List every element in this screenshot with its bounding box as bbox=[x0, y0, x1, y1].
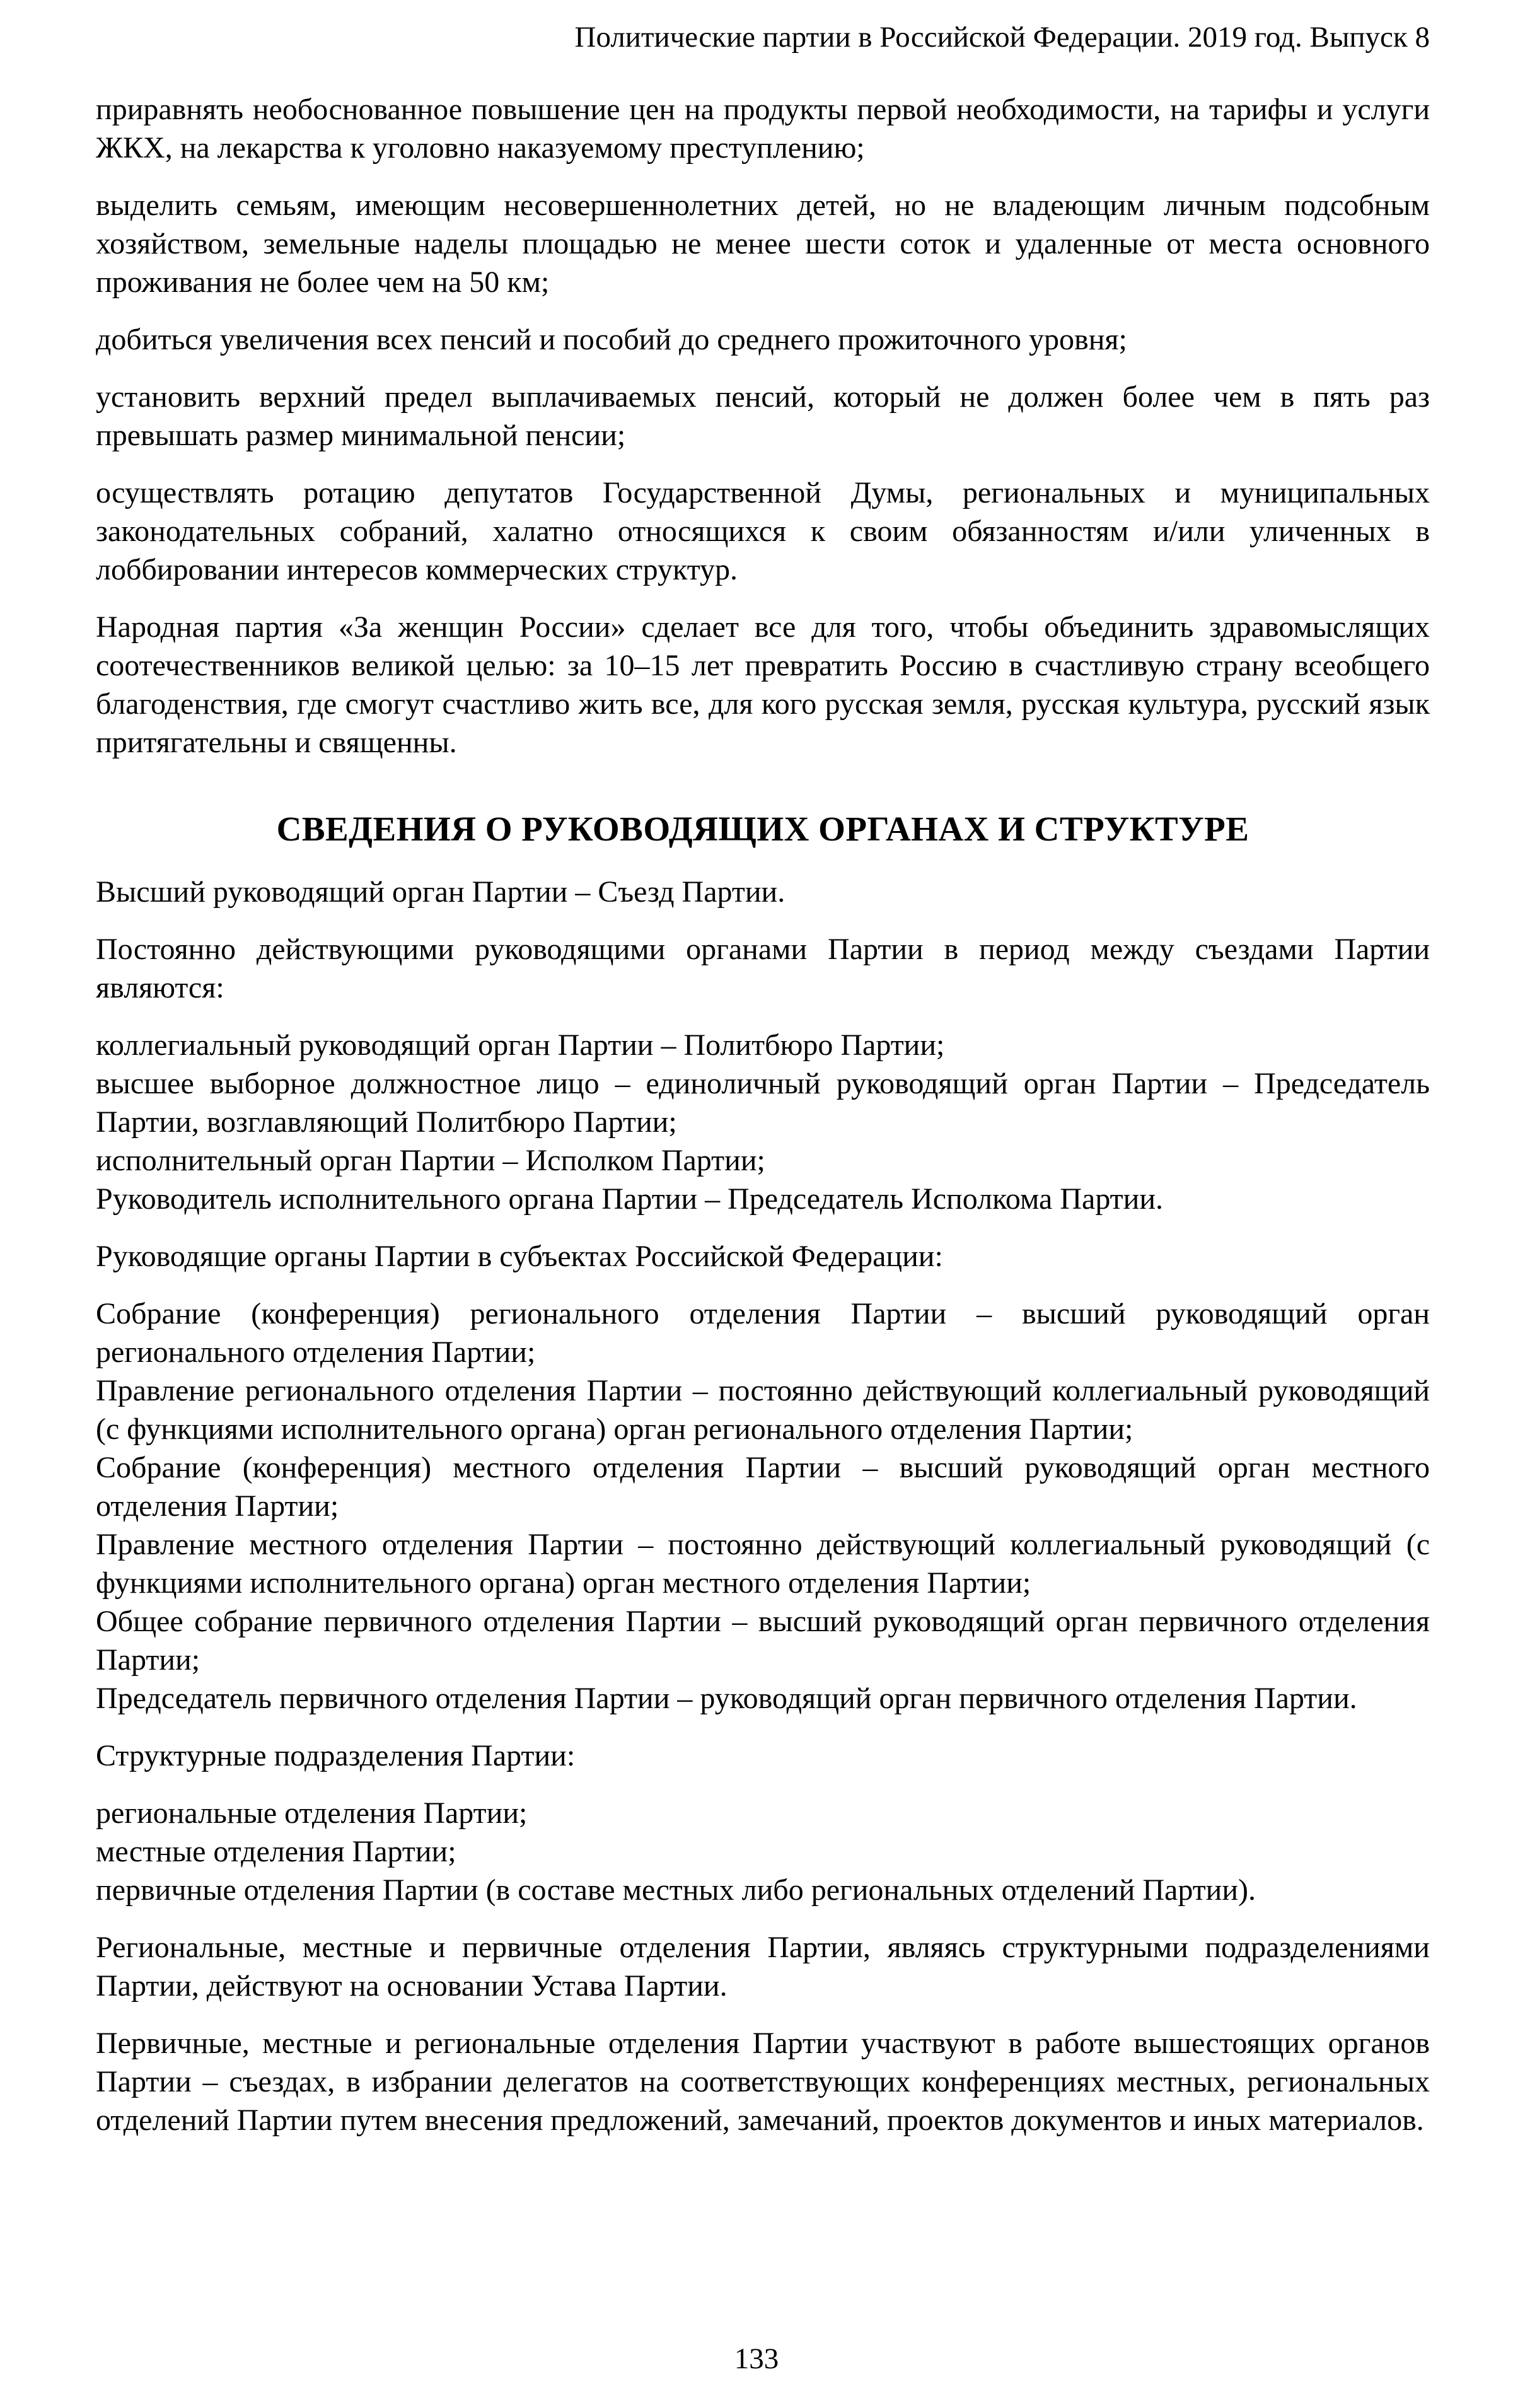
list-block bbox=[96, 1294, 1430, 1718]
paragraph: Высший руководящий орган Партии – Съезд Партии. bbox=[96, 875, 785, 909]
paragraph: осуществлять ротацию депутатов Государственной Думы, региональных и муниципальных законодательных собраний, халатно относящихся к своим обязанностям и/или уличенных в лоббировании интересов коммерческих структур. bbox=[96, 476, 1430, 586]
running-header: Политические партии в Российской Федерации. 2019 год. Выпуск 8 bbox=[574, 21, 1430, 54]
list-line: первичные отделения Партии (в составе местных либо региональных отделений Партии). bbox=[96, 1873, 1256, 1907]
list-line: коллегиальный руководящий орган Партии – Политбюро Партии; bbox=[96, 1028, 945, 1062]
list-block bbox=[96, 1026, 1430, 1218]
paragraph: приравнять необоснованное повышение цен на продукты первой необходимости, на тарифы и услуги ЖКХ, на лекарства к уголовно наказуемому преступлению; bbox=[96, 93, 1430, 165]
paragraph: Постоянно действующими руководящими органами Партии в период между съездами Партии являются: bbox=[96, 933, 1430, 1004]
list-line: Правление местного отделения Партии – постоянно действующий коллегиальный руководящий (с функциями исполнительного органа) орган местного отделения Партии; bbox=[96, 1528, 1430, 1600]
section-heading: СВЕДЕНИЯ О РУКОВОДЯЩИХ ОРГАНАХ И СТРУКТУРЕ bbox=[276, 810, 1249, 848]
paragraph: Региональные, местные и первичные отделения Партии, являясь структурными подразделениями Партии, действуют на основании Устава Партии. bbox=[96, 1931, 1430, 2003]
document-body bbox=[96, 71, 1430, 2139]
list-line: исполнительный орган Партии – Исполком Партии; bbox=[96, 1144, 765, 1177]
paragraph: Руководящие органы Партии в субъектах Российской Федерации: bbox=[96, 1240, 943, 1273]
paragraph: добиться увеличения всех пенсий и пособий до среднего прожиточного уровня; bbox=[96, 323, 1127, 356]
paragraph: Народная партия «За женщин России» сделает все для того, чтобы объединить здравомыслящих соотечественников великой целью: за 10–15 лет превратить Россию в счастливую страну всеобщего благоденствия, где смогут счастливо жить все, для кого русская земля, русская культура, русский язык притягательны и священны. bbox=[96, 610, 1430, 759]
list-line: Руководитель исполнительного органа Партии – Председатель Исполкома Партии. bbox=[96, 1182, 1164, 1216]
paragraph: Структурные подразделения Партии: bbox=[96, 1739, 576, 1772]
paragraph: Первичные, местные и региональные отделения Партии участвуют в работе вышестоящих органов Партии – съездах, в избрании делегатов на соответствующих конференциях местных, региональных отделений Партии путем внесения предложений, замечаний, проектов документов и иных материалов. bbox=[96, 2027, 1430, 2137]
list-line: Собрание (конференция) местного отделения Партии – высший руководящий орган местного отделения Партии; bbox=[96, 1451, 1430, 1523]
list-line: местные отделения Партии; bbox=[96, 1835, 456, 1868]
list-block bbox=[96, 1794, 1430, 1909]
list-line: Собрание (конференция) регионального отделения Партии – высший руководящий орган регионального отделения Партии; bbox=[96, 1297, 1430, 1369]
list-line: Председатель первичного отделения Партии – руководящий орган первичного отделения Партии. bbox=[96, 1682, 1357, 1715]
page-number: 133 bbox=[734, 2342, 779, 2375]
list-line: Правление регионального отделения Партии – постоянно действующий коллегиальный руководящий (с функциями исполнительного органа) орган регионального отделения Партии; bbox=[96, 1374, 1430, 1446]
paragraph: выделить семьям, имеющим несовершеннолетних детей, но не владеющим личным подсобным хозяйством, земельные наделы площадью не менее шести соток и удаленные от места основного проживания не более чем на 50 км; bbox=[96, 189, 1430, 299]
list-line: высшее выборное должностное лицо – единоличный руководящий орган Партии – Председатель Партии, возглавляющий Политбюро Партии; bbox=[96, 1067, 1430, 1139]
paragraph: установить верхний предел выплачиваемых пенсий, который не должен более чем в пять раз превышать размер минимальной пенсии; bbox=[96, 380, 1430, 452]
list-line: Общее собрание первичного отделения Партии – высший руководящий орган первичного отделения Партии; bbox=[96, 1605, 1430, 1677]
list-line: региональные отделения Партии; bbox=[96, 1796, 528, 1830]
